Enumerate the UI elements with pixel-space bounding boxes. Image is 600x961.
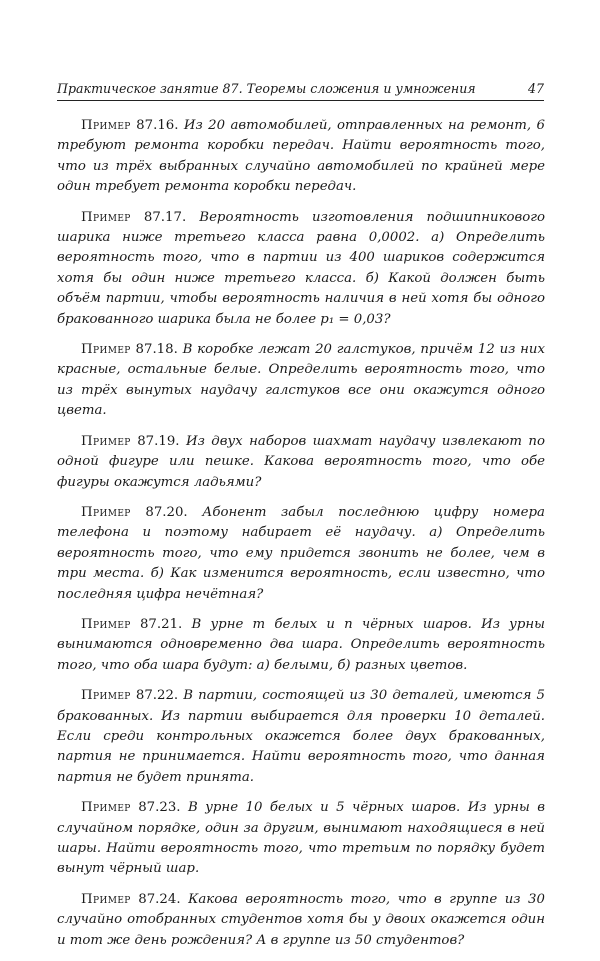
example-number: 87.21. xyxy=(139,616,183,632)
examples-list xyxy=(57,116,545,961)
example-text: В коробке лежат 20 галстуков, причём 12 из них красные, остальные белые. Определить вероятность того, что из трёх вынутых наудачу галстуков все они окажутся одного цвета. xyxy=(57,342,545,419)
example-text: Какова вероятность того, что в группе из 30 случайно отобранных студентов хотя бы у двоих окажется один и тот же день рождения? А в группе из 50 студентов? xyxy=(57,891,545,948)
example-label: Пример xyxy=(81,616,131,632)
example-label: Пример xyxy=(81,891,131,907)
example-87-19 xyxy=(57,432,545,493)
example-number: 87.22. xyxy=(135,688,179,704)
example-text: Абонент забыл последнюю цифру номера телефона и поэтому набирает её наудачу. а) Определить вероятность того, что ему придется звонить не более, чем в три места. б) Как изменится вероятность, если известно, что последняя цифра нечётная? xyxy=(57,504,545,602)
example-label: Пример xyxy=(81,800,131,816)
example-text: Из двух наборов шахмат наудачу извлекают по одной фигуре или пешке. Какова вероятность того, что обе фигуры окажутся ладьями? xyxy=(57,433,545,490)
example-label: Пример xyxy=(81,504,131,520)
example-label: Пример xyxy=(81,342,131,358)
example-number: 87.24. xyxy=(138,891,181,907)
example-text: Из 20 автомобилей, отправленных на ремонт, 6 требуют ремонта коробки передач. Найти вероятность того, что из трёх выбранных случайно автомобилей по крайней мере один требует ремонта коробки передач. xyxy=(57,118,545,195)
example-87-17 xyxy=(57,208,545,330)
example-number: 87.19. xyxy=(137,433,180,449)
example-87-18 xyxy=(57,340,545,422)
example-87-24 xyxy=(57,890,545,951)
example-text: В урне m белых и n чёрных шаров. Из урны вынимаются одновременно два шара. Определить вероятность того, что оба шара будут: а) белыми, б) разных цветов. xyxy=(57,616,545,673)
example-text: Вероятность изготовления подшипникового шарика ниже третьего класса равна 0,0002. а) Определить вероятность того, что в партии из 400 шариков содержится хотя бы один ниже третьего класса. б) Какой должен быть объём партии, чтобы вероятность наличия в ней хотя бы одного бракованного шарика была не более p₁ = 0,03? xyxy=(57,209,545,327)
example-number: 87.17. xyxy=(143,209,187,225)
example-87-20 xyxy=(57,503,545,605)
example-label: Пример xyxy=(81,118,131,133)
example-87-23 xyxy=(57,798,545,880)
page-number: 47 xyxy=(527,81,544,96)
example-text: В партии, состоящей из 30 деталей, имеются 5 бракованных. Из партии выбирается для проверки 10 деталей. Если среди контрольных окажется более двух бракованных, партия не принимается. Найти вероятность того, что данная партия не будет принята. xyxy=(57,688,545,785)
example-label: Пример xyxy=(81,433,131,449)
example-number: 87.18. xyxy=(135,342,178,358)
example-text: В урне 10 белых и 5 чёрных шаров. Из урны в случайном порядке, один за другим, вынимают находящиеся в ней шары. Найти вероятность того, что третьим по порядку будет вынут чёрный шар. xyxy=(57,800,546,877)
example-87-22 xyxy=(57,686,545,788)
example-number: 87.16. xyxy=(136,118,179,133)
example-label: Пример xyxy=(81,688,131,704)
example-number: 87.20. xyxy=(145,504,188,520)
example-87-16 xyxy=(57,116,545,198)
running-head xyxy=(57,80,544,101)
running-head-title: Практическое занятие 87. Теоремы сложения и умножения xyxy=(57,81,476,96)
example-87-21 xyxy=(57,615,545,676)
example-number: 87.23. xyxy=(138,800,181,816)
example-label: Пример xyxy=(81,209,131,225)
